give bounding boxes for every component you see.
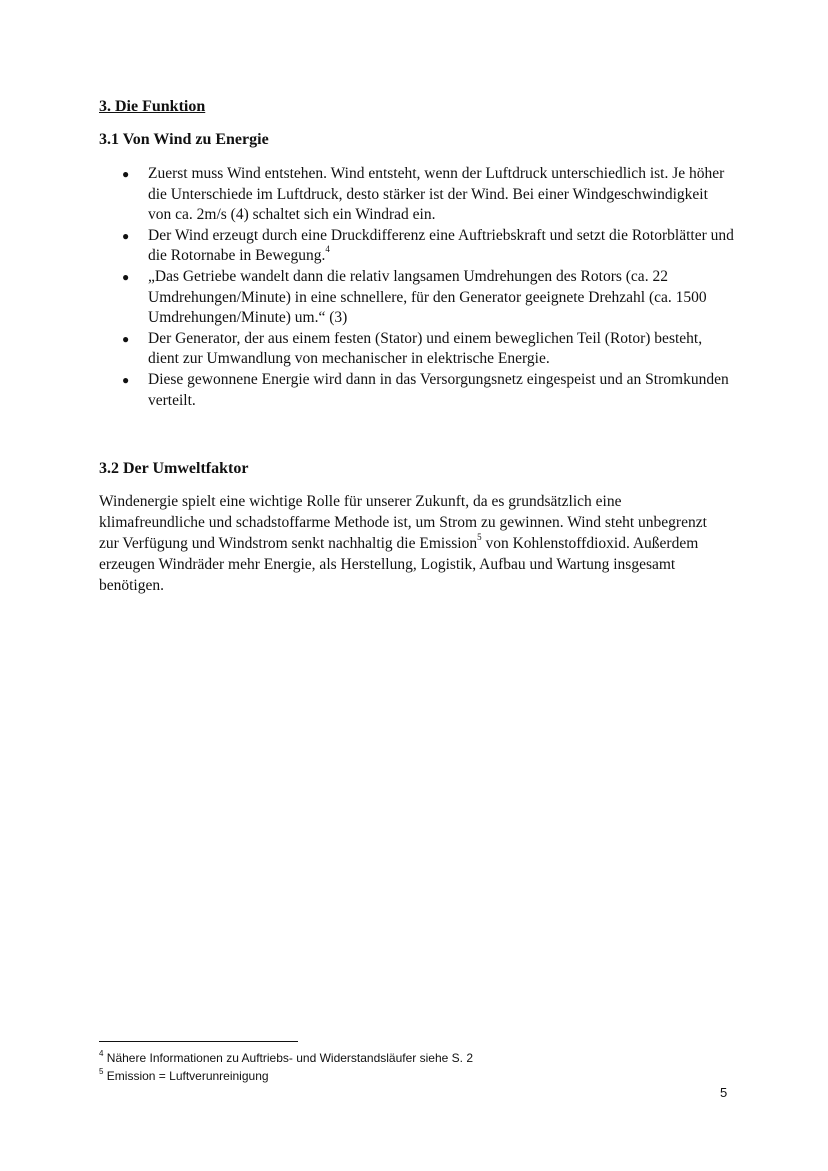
subsection-heading-environment: 3.2 Der Umweltfaktor [99,460,249,477]
section-heading: 3. Die Funktion [99,98,206,115]
bullet-icon: ● [122,228,130,243]
footnote-reference: 5 [477,531,482,542]
bullet-icon: ● [122,269,130,284]
list-item-text: Zuerst muss Wind entstehen. Wind entsteht, wenn der Luftdruck unterschiedlich ist. Je höher die Unterschiede im Luftdruck, desto stärker ist der Wind. Bei einer Windgeschwindigkeit von ca. 2m/s (4) schaltet sich ein Windrad ein. [148,165,725,224]
list-item-text: „Das Getriebe wandelt dann die relativ langsamen Umdrehungen des Rotors (ca. 22 Umdrehungen/Minute) in eine schnellere, für den Generator geeignete Drehzahl (ca. 1500 Umdrehungen/Minute) um.“ (3) [148,267,707,327]
list-item [122,329,734,370]
footnote-number: 5 [99,1067,104,1076]
environment-paragraph [99,491,729,596]
list-item [122,370,734,411]
footnote-text: Emission = Luftverunreinigung [103,1069,269,1083]
list-item-text: Der Wind erzeugt durch eine Druckdifferenz eine Auftriebskraft und setzt die Rotorblätter und die Rotornabe in Bewegung. [148,226,734,265]
footnote-number: 4 [99,1049,104,1058]
list-item [122,226,734,267]
page-number: 5 [720,1085,728,1100]
footnote-text: Nähere Informationen zu Auftriebs- und Widerstandsläufer siehe S. 2 [103,1051,473,1065]
footnotes [99,1049,473,1085]
footnote-divider [99,1041,298,1042]
list-item [122,267,734,329]
paragraph-text-part1: Windenergie spielt eine wichtige Rolle für unserer Zukunft, da es grundsätzlich eine klimafreundliche und schadstoffarme Methode ist, um Strom zu gewinnen. Wind steht unbegrenzt zur Verfügung und Windstrom senkt nachhaltig die Emission [99,493,707,552]
bullet-icon: ● [122,331,130,346]
bullet-list [122,164,734,411]
footnote-reference: 4 [325,244,330,255]
list-item-text: Diese gewonnene Energie wird dann in das Versorgungsnetz eingespeist und an Stromkunden verteilt. [148,370,729,409]
footnote-item [99,1049,473,1067]
subsection-heading-wind-to-energy: 3.1 Von Wind zu Energie [99,131,269,148]
footnote-item [99,1067,473,1085]
list-item-text: Der Generator, der aus einem festen (Stator) und einem beweglichen Teil (Rotor) besteht, dient zur Umwandlung von mechanischer in elektrische Energie. [148,329,703,368]
bullet-icon: ● [122,167,130,181]
bullet-icon: ● [122,372,130,387]
list-item [122,164,734,226]
paragraph-text-part2: von Kohlenstoffdioxid. Außerdem erzeugen Windräder mehr Energie, als Herstellung, Logistik, Aufbau und Wartung insgesamt benötigen. [99,535,699,594]
